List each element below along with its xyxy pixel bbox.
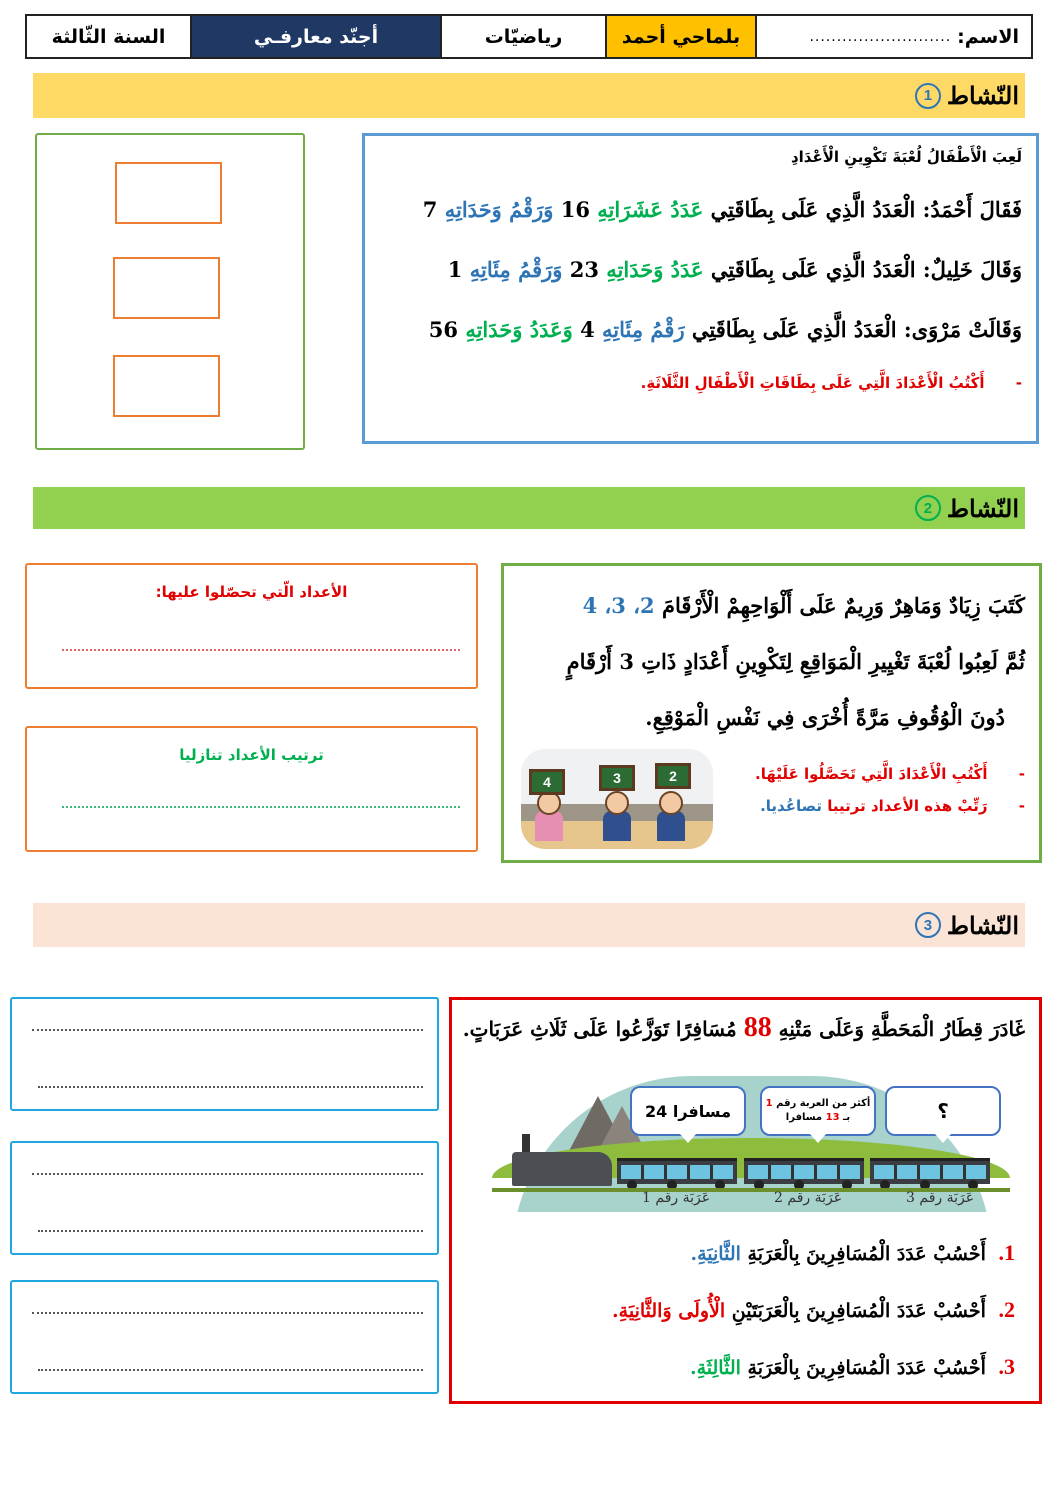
statement-term: وَرَقْمُ مِئَاتِهِ bbox=[469, 257, 563, 282]
statement-marwa bbox=[375, 300, 1022, 360]
child-body bbox=[535, 811, 563, 841]
sign-card: 2 bbox=[655, 763, 691, 789]
answer-box-1 bbox=[10, 997, 439, 1111]
bubble-number: 13 bbox=[825, 1112, 840, 1123]
answer-line[interactable] bbox=[62, 649, 460, 651]
answer-line[interactable] bbox=[62, 806, 460, 808]
activity-3-intro bbox=[462, 1012, 1025, 1044]
intro-text: غَادَرَ قِطَارُ الْمَحَطَّةِ وَعَلَى مَتْنِهِ bbox=[778, 1017, 1025, 1041]
wagon-2-bubble bbox=[760, 1086, 876, 1136]
activity-2-line-1 bbox=[514, 578, 1025, 634]
child-body bbox=[603, 811, 631, 841]
wagon-1-label: عَرَبَة رقم 1 bbox=[642, 1190, 711, 1206]
statement-khalil bbox=[375, 240, 1022, 300]
header-table bbox=[25, 14, 1033, 59]
statement-number: 1 bbox=[447, 257, 463, 282]
question-text: أَحْسُبْ عَدَدَ الْمُسَافِرِينَ بِالْعَرَبَةِ bbox=[747, 1243, 986, 1265]
task-text: أَكْتُبُ الْأَعْدَادَ الَّتِي عَلَى بِطَاقَاتِ الْأَطْفَالِ الثَّلَاثَةِ. bbox=[640, 374, 985, 392]
activity-3-title: النّشاط bbox=[946, 910, 1019, 940]
engine-chimney bbox=[522, 1134, 530, 1152]
answer-card-3[interactable] bbox=[113, 355, 220, 417]
bubble-text: بـ bbox=[843, 1112, 851, 1123]
wagon-2-label: عَرَبَة رقم 2 bbox=[774, 1190, 843, 1206]
answer-line[interactable] bbox=[32, 1173, 423, 1175]
sign-card: 4 bbox=[529, 769, 565, 795]
bubble-text: مسافرا bbox=[785, 1112, 823, 1123]
child-head bbox=[605, 791, 629, 815]
activity-1-task bbox=[375, 370, 1022, 396]
statement-number: 56 bbox=[428, 317, 459, 342]
statement-number: 23 bbox=[569, 257, 599, 282]
task-highlight: تصاعُديا. bbox=[760, 797, 823, 815]
answer-line[interactable] bbox=[38, 1369, 423, 1371]
statement-term: رَقْمُ مِئَاتِهِ bbox=[602, 317, 685, 342]
answer-cards-panel bbox=[35, 133, 305, 450]
activity-3-bar bbox=[33, 903, 1025, 947]
statement-text: فَقَالَ أَحْمَدُ: الْعَدَدُ الَّذِي عَلَى بِطَاقَتِي bbox=[710, 197, 1022, 222]
wagon-1-bubble: 24 مسافرا bbox=[630, 1086, 746, 1136]
wagon-2 bbox=[744, 1158, 864, 1184]
activity-1-bar bbox=[33, 73, 1025, 118]
answer-line[interactable] bbox=[32, 1312, 423, 1314]
task-text: أَكْتُبِ الْأَعْدَادَ الَّتِي تَحَصَّلُوا عَلَيْهَا. bbox=[755, 765, 988, 783]
statement-term: وَعَدَدُ وَحَدَاتِهِ bbox=[465, 317, 573, 342]
answer-line[interactable] bbox=[38, 1086, 423, 1088]
question-number: 2. bbox=[998, 1297, 1015, 1322]
activity-2-tasks bbox=[755, 758, 1025, 822]
descending-order-title: ترتيب الأعداد تنازليا bbox=[179, 746, 324, 764]
activity-1-title: النّشاط bbox=[946, 81, 1019, 110]
statement-number: 16 bbox=[560, 197, 590, 222]
bubble-text: أكثر من العربة رقم bbox=[776, 1098, 871, 1109]
activity-2-line-3: دُونَ الْوُقُوفِ مَرَّةً أُخْرَى فِي نَفْسِ الْمَوْقِعِ. bbox=[645, 705, 1005, 730]
task-2 bbox=[755, 790, 1025, 822]
child-body bbox=[657, 811, 685, 841]
answer-line[interactable] bbox=[32, 1029, 423, 1031]
question-highlight: الْأُولَى وَالثَّانِيَةِ. bbox=[612, 1300, 726, 1322]
activity-2-line-2: ثُمَّ لَعِبُوا لُعْبَةَ تَغْيِيرِ الْمَوَاقِعِ لِتَكْوِينِ أَعْدَادٍ ذَاتِ 3 أَرْقَامٍ bbox=[566, 649, 1025, 674]
intro-text: مُسَافِرًا تَوَزَّعُوا عَلَى ثَلَاثِ عَرَبَاتٍ. bbox=[462, 1017, 737, 1041]
locomotive bbox=[512, 1152, 612, 1186]
statement-term: وَرَقْمُ وَحَدَاتِهِ bbox=[444, 197, 554, 222]
activity-3-number-badge: 3 bbox=[915, 912, 941, 938]
subject-cell: رياضيّات bbox=[440, 16, 605, 57]
wagon-3-label: عَرَبَة رقم 3 bbox=[906, 1190, 975, 1206]
question-2 bbox=[612, 1297, 1015, 1323]
activity-3-problem bbox=[449, 997, 1042, 1404]
name-field[interactable]: .......................... bbox=[809, 28, 952, 45]
activity-1-number-badge: 1 bbox=[915, 83, 941, 109]
descending-order-box bbox=[25, 726, 478, 852]
digits: 2، 3، 4 bbox=[582, 593, 655, 618]
statement-number: 4 bbox=[580, 317, 595, 342]
question-highlight: الثَّالِثَةِ. bbox=[689, 1357, 741, 1379]
statement-term: عَدَدُ عَشَرَاتِهِ bbox=[597, 197, 704, 222]
total-passengers: 88 bbox=[743, 1012, 772, 1043]
obtained-numbers-title: الأعداد الّتي تحصّلوا عليها: bbox=[155, 583, 348, 601]
statement-text: وَقَالَ خَلِيلٌ: الْعَدَدُ الَّذِي عَلَى بِطَاقَتِي bbox=[710, 257, 1022, 282]
name-cell[interactable] bbox=[755, 16, 1031, 57]
answer-box-3 bbox=[10, 1280, 439, 1394]
task-text: رَتِّبْ هذه الأعداد ترتيبا bbox=[827, 797, 988, 815]
obtained-numbers-box bbox=[25, 563, 478, 689]
train-illustration bbox=[492, 1076, 1010, 1212]
question-text: أَحْسُبْ عَدَدَ الْمُسَافِرِينَ بِالْعَرَبَتَيْنِ bbox=[731, 1300, 986, 1322]
answer-line[interactable] bbox=[38, 1230, 423, 1232]
answer-card-2[interactable] bbox=[113, 257, 220, 319]
question-highlight: الثَّانِيَةِ. bbox=[690, 1243, 741, 1265]
activity-1-problem bbox=[362, 133, 1039, 444]
question-number: 3. bbox=[998, 1354, 1015, 1379]
wagon-1 bbox=[617, 1158, 737, 1184]
agenda-cell: أجنّد معارفـي bbox=[190, 16, 440, 57]
teacher-cell: بلماحي أحمد bbox=[605, 16, 755, 57]
child-head bbox=[659, 791, 683, 815]
statement-number: 7 bbox=[422, 197, 438, 222]
children-illustration bbox=[521, 749, 713, 849]
statement-term: عَدَدُ وَحَدَاتِهِ bbox=[606, 257, 704, 282]
answer-box-2 bbox=[10, 1141, 439, 1255]
year-cell: السنة الثّالثة bbox=[51, 25, 166, 48]
answer-card-1[interactable] bbox=[115, 162, 222, 224]
activity-2-title: النّشاط bbox=[946, 493, 1019, 523]
line-text: كَتَبَ زِيَادٌ وَمَاهِرٌ وَرِيمٌ عَلَى أَلْوَاحِهِمْ الْأَرْقَامَ bbox=[661, 593, 1025, 618]
bubble-number: 1 bbox=[765, 1098, 773, 1109]
question-1 bbox=[690, 1240, 1015, 1266]
activity-2-number-badge: 2 bbox=[915, 495, 941, 521]
name-label: الاسم: bbox=[957, 25, 1019, 48]
bullet-dash: - bbox=[1018, 765, 1025, 783]
task-1 bbox=[755, 758, 1025, 790]
question-3 bbox=[690, 1354, 1015, 1380]
statement-ahmed bbox=[375, 180, 1022, 240]
statement-text: وَقَالَتْ مَرْوَى: الْعَدَدُ الَّذِي عَلَى بِطَاقَتِي bbox=[691, 317, 1022, 342]
question-number: 1. bbox=[998, 1240, 1015, 1265]
question-text: أَحْسُبْ عَدَدَ الْمُسَافِرِينَ بِالْعَرَبَةِ bbox=[747, 1357, 986, 1379]
wagon-3-bubble: ؟ bbox=[885, 1086, 1001, 1136]
activity-2-problem bbox=[501, 563, 1042, 863]
bullet-dash: - bbox=[1018, 797, 1025, 815]
wagon-3 bbox=[870, 1158, 990, 1184]
sign-card: 3 bbox=[599, 765, 635, 791]
bullet-dash: - bbox=[1015, 374, 1022, 392]
activity-2-bar bbox=[33, 487, 1025, 529]
activity-1-intro: لَعِبَ الْأَطْفَالُ لُعْبَةَ تَكْوِينِ الْأَعْدَادِ bbox=[790, 148, 1022, 166]
